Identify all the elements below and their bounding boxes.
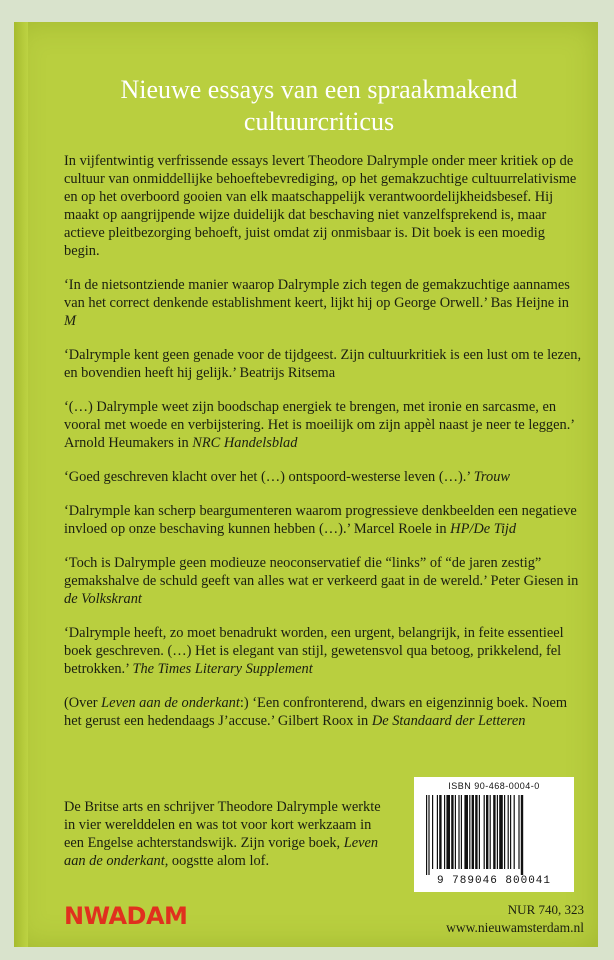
bio-book: Leven aan de onderkant [64,835,379,869]
quote-3-source: NRC Handelsblad [192,435,298,451]
spine-strip [14,22,28,947]
barcode-bar [504,795,505,869]
quote-6-source: de Volkskrant [64,591,142,607]
quote-4-text: ‘Goed geschreven klacht over het (…) ontspoord-westerse leven (…).’ [64,469,474,485]
quote-8-book: Leven aan de onderkant [101,695,240,711]
quote-8 [64,694,584,730]
barcode-bar [426,795,427,875]
quote-4-source: Trouw [473,469,510,485]
barcode-bar [439,795,441,869]
barcode-bar [475,795,477,869]
quote-6-text: ‘Toch is Dalrymple geen modieuze neoconservatief die “links” of “de jaren zestig” gemakshalve de schuld geeft van alles wat er verkeerd gaat in de wereld.’ Peter Giesen in [64,555,579,589]
quote-7-text: ‘Dalrymple heeft, zo moet benadrukt worden, een urgent, belangrijk, in feite essentieel boek geschreven. (…) Het is elegant van stijl, gewetensvol qua betoog, prikkelend, fel betrokken.’ [64,625,564,677]
barcode-bar [521,795,523,875]
barcode-bar [486,795,488,869]
barcode-bar [514,795,515,869]
quote-3-text: ‘(…) Dalrymple weet zijn boodschap energiek te brengen, met ironie en sarcasme, en vooral met woede en verbijstering. Het is moeilijk om zijn appèl naast je neer te leggen.’ Arnold Heumakers in [64,399,575,451]
barcode-bar [437,795,438,869]
quote-1-source: M [64,313,76,329]
barcode-bar [469,795,470,869]
barcode-bar [499,795,503,869]
quote-5-text: ‘Dalrymple kan scherp beargumenteren waarom progressieve denkbeelden een negatieve invloed op onze beschaving kunnen hebben (…).’ Marcel Roele in [64,503,577,537]
quote-5 [64,502,584,538]
barcode-bar [458,795,459,869]
publisher-website: www.nieuwamsterdam.nl [446,920,584,935]
barcode-bar [461,795,462,869]
barcode-bar [479,795,480,869]
publisher-logo: NWADAM [64,902,188,930]
headline-line-1: Nieuwe essays van een spraakmakend [120,75,518,104]
barcode-bar [472,795,474,869]
barcode-bar [428,795,429,875]
quote-2 [64,346,584,382]
barcode-bar [444,795,445,869]
author-bio [64,798,394,870]
quote-7 [64,624,584,678]
barcode-icon [424,795,564,875]
headline-line-2: cultuurcriticus [243,107,395,136]
intro-paragraph: In vijfentwintig verfrissende essays levert Theodore Dalrymple onder meer kritiek op de cultuur van onmiddellijke behoeftebevrediging, op het gemakzuchtige cultuurrelativisme en op het overboord gooien van elk maatschappelijk verantwoordelijkheidsbesef. Hij maakt op aangrijpende wijze duidelijk dat beschaving niet vanzelfsprekend is, maar actieve pleitbezorging behoeft, juist omdat zij onmisbaar is. Dit boek is een moedig begin. [64,153,577,259]
barcode-bar [455,795,456,869]
barcode-bar [508,795,509,869]
quote-4 [64,468,584,486]
quote-5-source: HP/De Tijd [450,521,517,537]
quote-8-source: De Standaard der Letteren [371,713,526,729]
quote-1 [64,276,584,330]
isbn-label: ISBN 90-468-0004-0 [448,781,540,791]
nur-code: NUR 740, 323 [507,902,584,917]
quote-2-text: ‘Dalrymple kent geen genade voor de tijdgeest. Zijn cultuurkritiek is een lust om te lezen, en bovendien heeft hij gelijk.’ Beatrijs Ritsema [64,347,582,381]
quote-7-source: The Times Literary Supplement [132,661,313,677]
barcode-bar [497,795,498,869]
quote-6 [64,554,584,608]
book-back-cover [14,22,598,947]
barcode-box [414,777,574,892]
barcode-bar [446,795,450,869]
quote-8-text: :) ‘Een confronterend, dwars en eigenzinnig boek. Noem het gerust een hedendaags J’accuse.’ Gilbert Roox in [64,695,568,729]
barcode-bar [518,795,519,869]
headline [54,74,584,138]
barcode-bar [432,795,433,869]
quote-1-text: ‘In de nietsontziende manier waarop Dalrymple zich tegen de gemakzuchtige aannames van het correct denkende establishment keert, lijkt hij op George Orwell.’ Bas Heijne in [64,277,570,311]
blurb-text [64,152,584,746]
barcode-bar [464,795,468,869]
barcode-bar [451,795,453,869]
barcode-bar [490,795,491,869]
bio-part-2: , oogstte alom lof. [164,853,270,869]
barcode-bar [493,795,495,869]
quote-8-prefix: (Over [64,695,102,711]
quote-3 [64,398,584,452]
bio-part-1: De Britse arts en schrijver Theodore Dalrymple werkte in vier werelddelen en was tot voor kort werkzaam in een Engelse achterstandswijk. Zijn vorige boek, [64,799,381,851]
ean-number: 9 789046 800041 [436,875,552,887]
barcode-bar [510,795,511,869]
barcode-bar [484,795,485,869]
